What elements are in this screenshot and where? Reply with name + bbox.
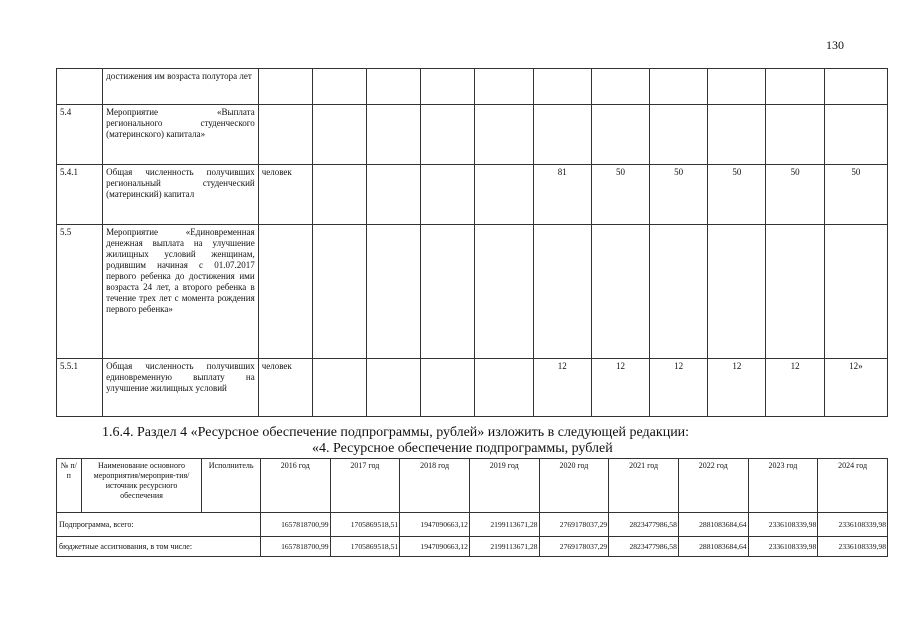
row-value xyxy=(591,225,649,359)
table-row xyxy=(57,225,888,359)
row-unit xyxy=(258,105,312,165)
header-year: 2020 год xyxy=(539,459,609,513)
table-row xyxy=(57,165,888,225)
row-value: 2199113671,28 xyxy=(469,537,539,557)
row-value xyxy=(475,105,533,165)
row-value: 2336108339,98 xyxy=(748,537,818,557)
row-value: 50 xyxy=(591,165,649,225)
row-name: достижения им возраста полутора лет xyxy=(103,69,259,105)
row-value xyxy=(533,225,591,359)
row-value xyxy=(708,225,766,359)
row-value xyxy=(312,359,366,417)
row-name: Общая численность получивших единовременную выплату на улучшение жилищных условий xyxy=(103,359,259,417)
row-value: 81 xyxy=(533,165,591,225)
header-year: 2022 год xyxy=(678,459,748,513)
row-value xyxy=(421,359,475,417)
row-value xyxy=(421,225,475,359)
row-value: 12 xyxy=(650,359,708,417)
row-unit: человек xyxy=(258,165,312,225)
row-name: Общая численность получивших региональный студенческий (материнский) капитал xyxy=(103,165,259,225)
row-value: 1657818700,99 xyxy=(260,537,330,557)
row-value xyxy=(708,69,766,105)
row-value xyxy=(824,69,887,105)
row-value xyxy=(421,69,475,105)
row-value xyxy=(312,225,366,359)
row-value xyxy=(533,69,591,105)
page-number: 130 xyxy=(826,38,844,52)
row-value xyxy=(708,105,766,165)
row-value xyxy=(312,69,366,105)
row-value xyxy=(766,69,824,105)
row-number: 5.5 xyxy=(57,225,103,359)
header-name: Наименование основного мероприятия/мероприя-тия/источник ресурсного обеспечения xyxy=(81,459,202,513)
row-value: 50 xyxy=(824,165,887,225)
row-value xyxy=(367,359,421,417)
row-value: 12 xyxy=(591,359,649,417)
row-value: 12 xyxy=(708,359,766,417)
row-value: 2199113671,28 xyxy=(469,513,539,537)
row-value xyxy=(650,69,708,105)
row-value xyxy=(766,225,824,359)
header-num: № п/п xyxy=(57,459,82,513)
row-value xyxy=(650,105,708,165)
row-value xyxy=(533,105,591,165)
row-value: 1657818700,99 xyxy=(260,513,330,537)
row-value xyxy=(824,225,887,359)
row-number: 5.4 xyxy=(57,105,103,165)
row-value: 2336108339,98 xyxy=(748,513,818,537)
row-value: 1705869518,51 xyxy=(330,537,400,557)
row-name: Мероприятие «Выплата регионального студенческого (материнского) капитала» xyxy=(103,105,259,165)
table-row xyxy=(57,105,888,165)
row-value: 1947090663,12 xyxy=(400,537,470,557)
row-value: 2823477986,58 xyxy=(609,513,679,537)
row-value: 12 xyxy=(766,359,824,417)
row-label: Подпрограмма, всего: xyxy=(57,513,261,537)
row-value: 2881083684,64 xyxy=(678,513,748,537)
row-label: бюджетные ассигнования, в том числе: xyxy=(57,537,261,557)
row-value xyxy=(367,165,421,225)
row-unit: человек xyxy=(258,359,312,417)
row-number: 5.4.1 xyxy=(57,165,103,225)
row-value xyxy=(312,165,366,225)
row-value xyxy=(367,225,421,359)
header-year: 2024 год xyxy=(818,459,888,513)
header-year: 2018 год xyxy=(400,459,470,513)
table-row xyxy=(57,359,888,417)
row-unit xyxy=(258,69,312,105)
row-value xyxy=(475,359,533,417)
table-row xyxy=(57,69,888,105)
row-value: 2336108339,98 xyxy=(818,513,888,537)
resources-table xyxy=(56,458,888,557)
row-value xyxy=(591,105,649,165)
row-value xyxy=(475,69,533,105)
header-year: 2023 год xyxy=(748,459,818,513)
row-value: 50 xyxy=(766,165,824,225)
row-number: 5.5.1 xyxy=(57,359,103,417)
row-name: Мероприятие «Единовременная денежная выплата на улучшение жилищных условий женщинам, родившим начиная с 01.07.2017 первого ребенка до достижения ими возраста 24 лет, а второго ребенка в течение трех лет с момента рождения первого ребенка» xyxy=(103,225,259,359)
header-executor: Исполнитель xyxy=(202,459,260,513)
row-value xyxy=(367,105,421,165)
row-value: 2769178037,29 xyxy=(539,537,609,557)
row-value xyxy=(475,225,533,359)
row-value xyxy=(367,69,421,105)
indicators-table xyxy=(56,68,888,417)
row-value: 1947090663,12 xyxy=(400,513,470,537)
section-title: «4. Ресурсное обеспечение подпрограммы, рублей xyxy=(312,441,613,456)
header-year: 2019 год xyxy=(469,459,539,513)
row-value: 12» xyxy=(824,359,887,417)
row-value xyxy=(824,105,887,165)
table-header-row xyxy=(57,459,888,513)
row-value xyxy=(312,105,366,165)
row-value: 2769178037,29 xyxy=(539,513,609,537)
section-instruction: 1.6.4. Раздел 4 «Ресурсное обеспечение подпрограммы, рублей» изложить в следующей редакции: xyxy=(102,425,690,440)
row-value: 50 xyxy=(708,165,766,225)
row-unit xyxy=(258,225,312,359)
row-value: 2823477986,58 xyxy=(609,537,679,557)
row-value xyxy=(475,165,533,225)
row-value xyxy=(421,165,475,225)
row-value: 50 xyxy=(650,165,708,225)
header-year: 2021 год xyxy=(609,459,679,513)
row-number xyxy=(57,69,103,105)
row-value: 1705869518,51 xyxy=(330,513,400,537)
table-row xyxy=(57,513,888,537)
table-row xyxy=(57,537,888,557)
row-value: 2336108339,98 xyxy=(818,537,888,557)
row-value: 2881083684,64 xyxy=(678,537,748,557)
row-value xyxy=(766,105,824,165)
row-value xyxy=(650,225,708,359)
row-value xyxy=(421,105,475,165)
header-year: 2016 год xyxy=(260,459,330,513)
row-value: 12 xyxy=(533,359,591,417)
row-value xyxy=(591,69,649,105)
header-year: 2017 год xyxy=(330,459,400,513)
